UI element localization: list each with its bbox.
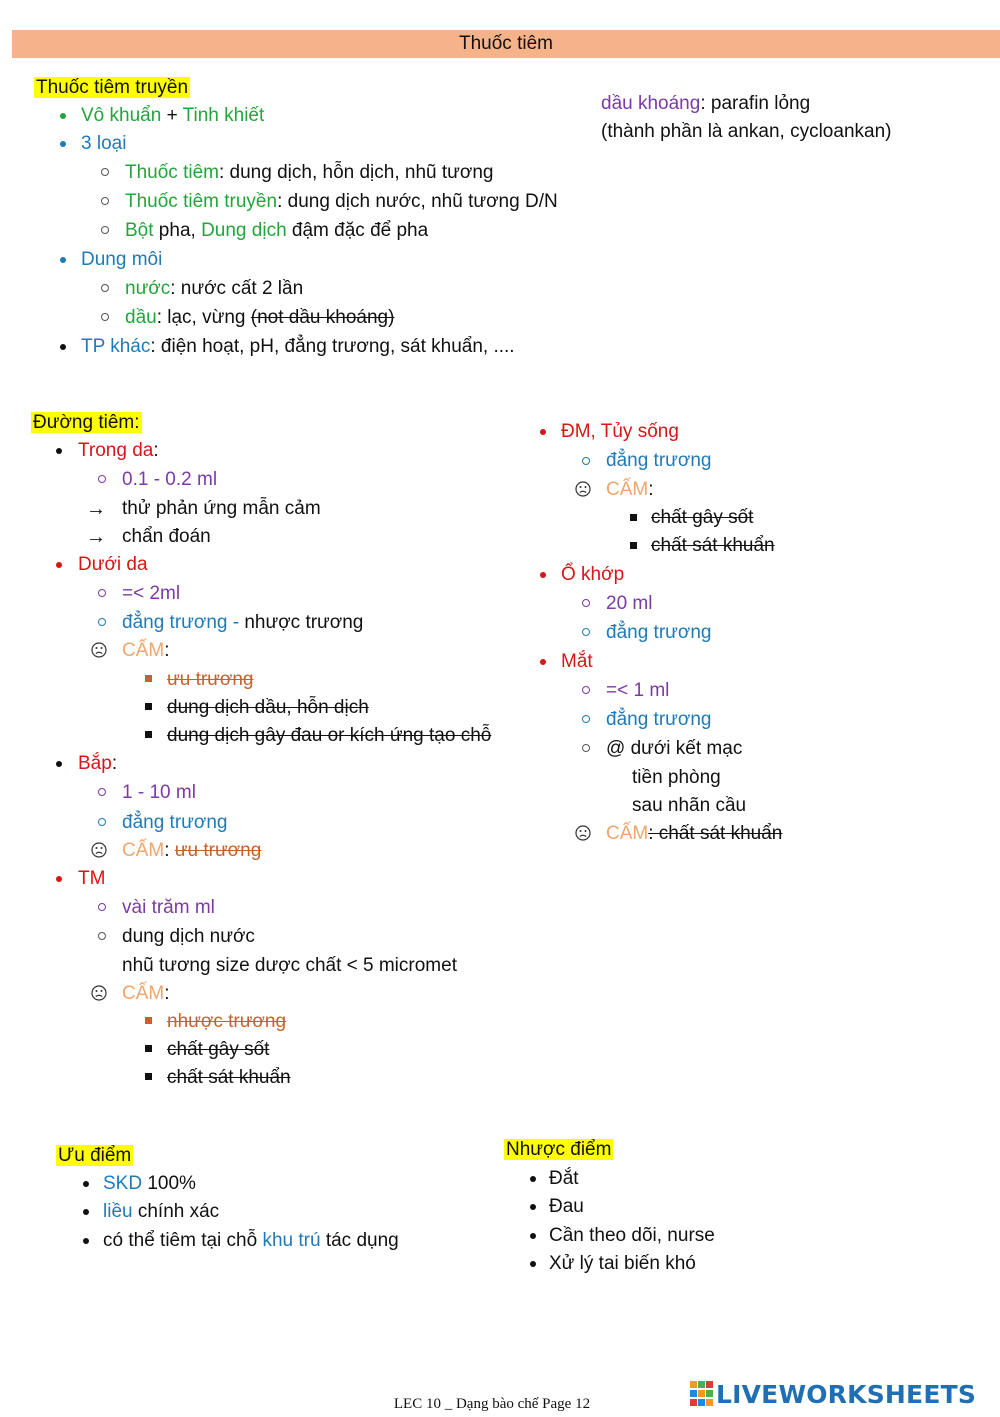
frown-face-icon — [575, 481, 591, 497]
circle-bullet-icon — [101, 313, 109, 321]
route-heading: Dưới da — [78, 554, 148, 575]
list-item: đẳng trương — [606, 622, 712, 643]
list-item: đẳng trương — [606, 450, 712, 471]
circle-bullet-icon — [98, 475, 106, 483]
section-heading-advantages: Ưu điểm — [58, 1145, 132, 1166]
page-footer: LEC 10 _ Dạng bào chế Page 12 — [393, 1396, 591, 1412]
list-item: Xử lý tai biến khó — [549, 1253, 696, 1274]
list-item: Dung môi — [81, 249, 163, 270]
right-arrow-icon: → — [86, 526, 106, 548]
list-item: @ dưới kết mạc — [606, 738, 743, 759]
square-bullet-icon — [630, 514, 637, 521]
frown-face-icon — [575, 825, 591, 841]
circle-bullet-icon — [582, 599, 590, 607]
list-item: tiền phòng — [632, 767, 721, 788]
list-item: dầu: lạc, vừng (not dầu khoáng) — [125, 307, 395, 328]
list-item: 0.1 - 0.2 ml — [122, 469, 218, 490]
bullet-icon — [530, 1261, 536, 1267]
forbidden-label: CẤM: — [122, 983, 170, 1004]
bullet-icon — [530, 1176, 536, 1182]
frown-face-icon — [91, 985, 107, 1001]
circle-bullet-icon — [98, 818, 106, 826]
list-item: liều chính xác — [103, 1201, 220, 1222]
bullet-icon — [56, 562, 62, 568]
frown-face-icon — [91, 842, 107, 858]
bullet-icon — [60, 257, 66, 263]
square-bullet-icon — [145, 1045, 152, 1052]
list-item: dung dịch nước — [122, 926, 255, 947]
section-heading-infusion: Thuốc tiêm truyền — [36, 77, 189, 98]
route-heading: ĐM, Tủy sống — [561, 421, 679, 442]
list-item: đẳng trương — [606, 709, 712, 730]
list-item: có thể tiêm tại chỗ khu trú tác dụng — [103, 1230, 399, 1251]
list-item: Đắt — [549, 1168, 579, 1189]
circle-bullet-icon — [582, 457, 590, 465]
logo-icon — [690, 1381, 714, 1407]
bullet-icon — [530, 1204, 536, 1210]
list-item: Thuốc tiêm: dung dịch, hỗn dịch, nhũ tương — [125, 162, 494, 183]
circle-bullet-icon — [582, 628, 590, 636]
list-item: đẳng trương — [122, 812, 228, 833]
bullet-icon — [83, 1181, 89, 1187]
circle-bullet-icon — [101, 284, 109, 292]
list-item: chất sát khuẩn — [167, 1067, 291, 1088]
forbidden-label: CẤM: — [606, 479, 654, 500]
bullet-icon — [56, 876, 62, 882]
section-heading-routes: Đường tiêm: — [33, 412, 140, 433]
list-item: TP khác: điện hoạt, pH, đẳng trương, sát khuẩn, .... — [81, 336, 515, 357]
bullet-icon — [530, 1233, 536, 1239]
square-bullet-icon — [145, 1073, 152, 1080]
route-heading: Trong da: — [78, 440, 159, 461]
side-note: (thành phần là ankan, cycloankan) — [601, 121, 892, 142]
circle-bullet-icon — [101, 197, 109, 205]
list-item: SKD 100% — [103, 1173, 196, 1194]
list-item: vài trăm ml — [122, 897, 215, 918]
list-item: nước: nước cất 2 lần — [125, 278, 304, 299]
list-item: sau nhãn cầu — [632, 795, 747, 816]
list-item: chất gây sốt — [651, 507, 754, 528]
list-item: đẳng trương - nhược trương — [122, 612, 364, 633]
square-bullet-icon — [145, 675, 152, 682]
bullet-icon — [83, 1238, 89, 1244]
list-item: chất sát khuẩn — [651, 535, 775, 556]
circle-bullet-icon — [98, 618, 106, 626]
bullet-icon — [60, 344, 66, 350]
bullet-icon — [540, 659, 546, 665]
list-item: Bột pha, Dung dịch đậm đặc để pha — [125, 220, 429, 241]
list-item: nhược trương — [167, 1011, 287, 1032]
list-item: Vô khuẩn + Tinh khiết — [81, 105, 265, 126]
list-item: ưu trương — [167, 669, 254, 690]
route-heading: TM — [78, 868, 106, 889]
list-item: =< 1 ml — [606, 680, 670, 701]
circle-bullet-icon — [101, 168, 109, 176]
section-heading-disadvantages: Nhược điểm — [506, 1139, 612, 1160]
list-item: 3 loại — [81, 133, 127, 154]
bullet-icon — [56, 761, 62, 767]
forbidden-label: CẤM: ưu trương — [122, 840, 262, 861]
square-bullet-icon — [145, 703, 152, 710]
logo-text: LIVEWORKSHEETS — [716, 1379, 977, 1409]
square-bullet-icon — [145, 1017, 152, 1024]
right-arrow-icon: → — [86, 498, 106, 520]
circle-bullet-icon — [101, 226, 109, 234]
bullet-icon — [83, 1209, 89, 1215]
list-item: dung dịch gây đau or kích ứng tạo chỗ — [167, 725, 492, 746]
list-item: nhũ tương size dược chất < 5 micromet — [122, 955, 457, 976]
circle-bullet-icon — [98, 903, 106, 911]
circle-bullet-icon — [98, 932, 106, 940]
bullet-icon — [60, 113, 66, 119]
page-title-banner: Thuốc tiêm — [12, 30, 1000, 58]
circle-bullet-icon — [582, 686, 590, 694]
forbidden-label: CẤM: — [122, 640, 170, 661]
circle-bullet-icon — [98, 589, 106, 597]
circle-bullet-icon — [582, 715, 590, 723]
liveworksheets-logo[interactable] — [690, 1377, 976, 1411]
list-item: 20 ml — [606, 593, 653, 614]
list-item: Đau — [549, 1196, 584, 1217]
list-item: 1 - 10 ml — [122, 782, 196, 803]
route-heading: Bắp: — [78, 753, 118, 774]
list-item: =< 2ml — [122, 583, 181, 604]
bullet-icon — [540, 429, 546, 435]
list-item: Thuốc tiêm truyền: dung dịch nước, nhũ tương D/N — [125, 191, 558, 212]
side-note: dầu khoáng: parafin lỏng — [601, 93, 811, 114]
frown-face-icon — [91, 642, 107, 658]
forbidden-label: CẤM: chất sát khuẩn — [606, 823, 783, 844]
bullet-icon — [56, 448, 62, 454]
route-heading: Ổ khớp — [561, 564, 625, 585]
circle-bullet-icon — [582, 744, 590, 752]
circle-bullet-icon — [98, 788, 106, 796]
bullet-icon — [60, 141, 66, 147]
square-bullet-icon — [145, 731, 152, 738]
list-item: dung dịch dầu, hỗn dịch — [167, 697, 369, 718]
route-heading: Mắt — [561, 651, 593, 672]
list-item: chất gây sốt — [167, 1039, 270, 1060]
square-bullet-icon — [630, 542, 637, 549]
list-item: chẩn đoán — [122, 526, 211, 547]
list-item: Cần theo dõi, nurse — [549, 1225, 715, 1246]
list-item: thử phản ứng mẫn cảm — [122, 498, 321, 519]
bullet-icon — [540, 572, 546, 578]
